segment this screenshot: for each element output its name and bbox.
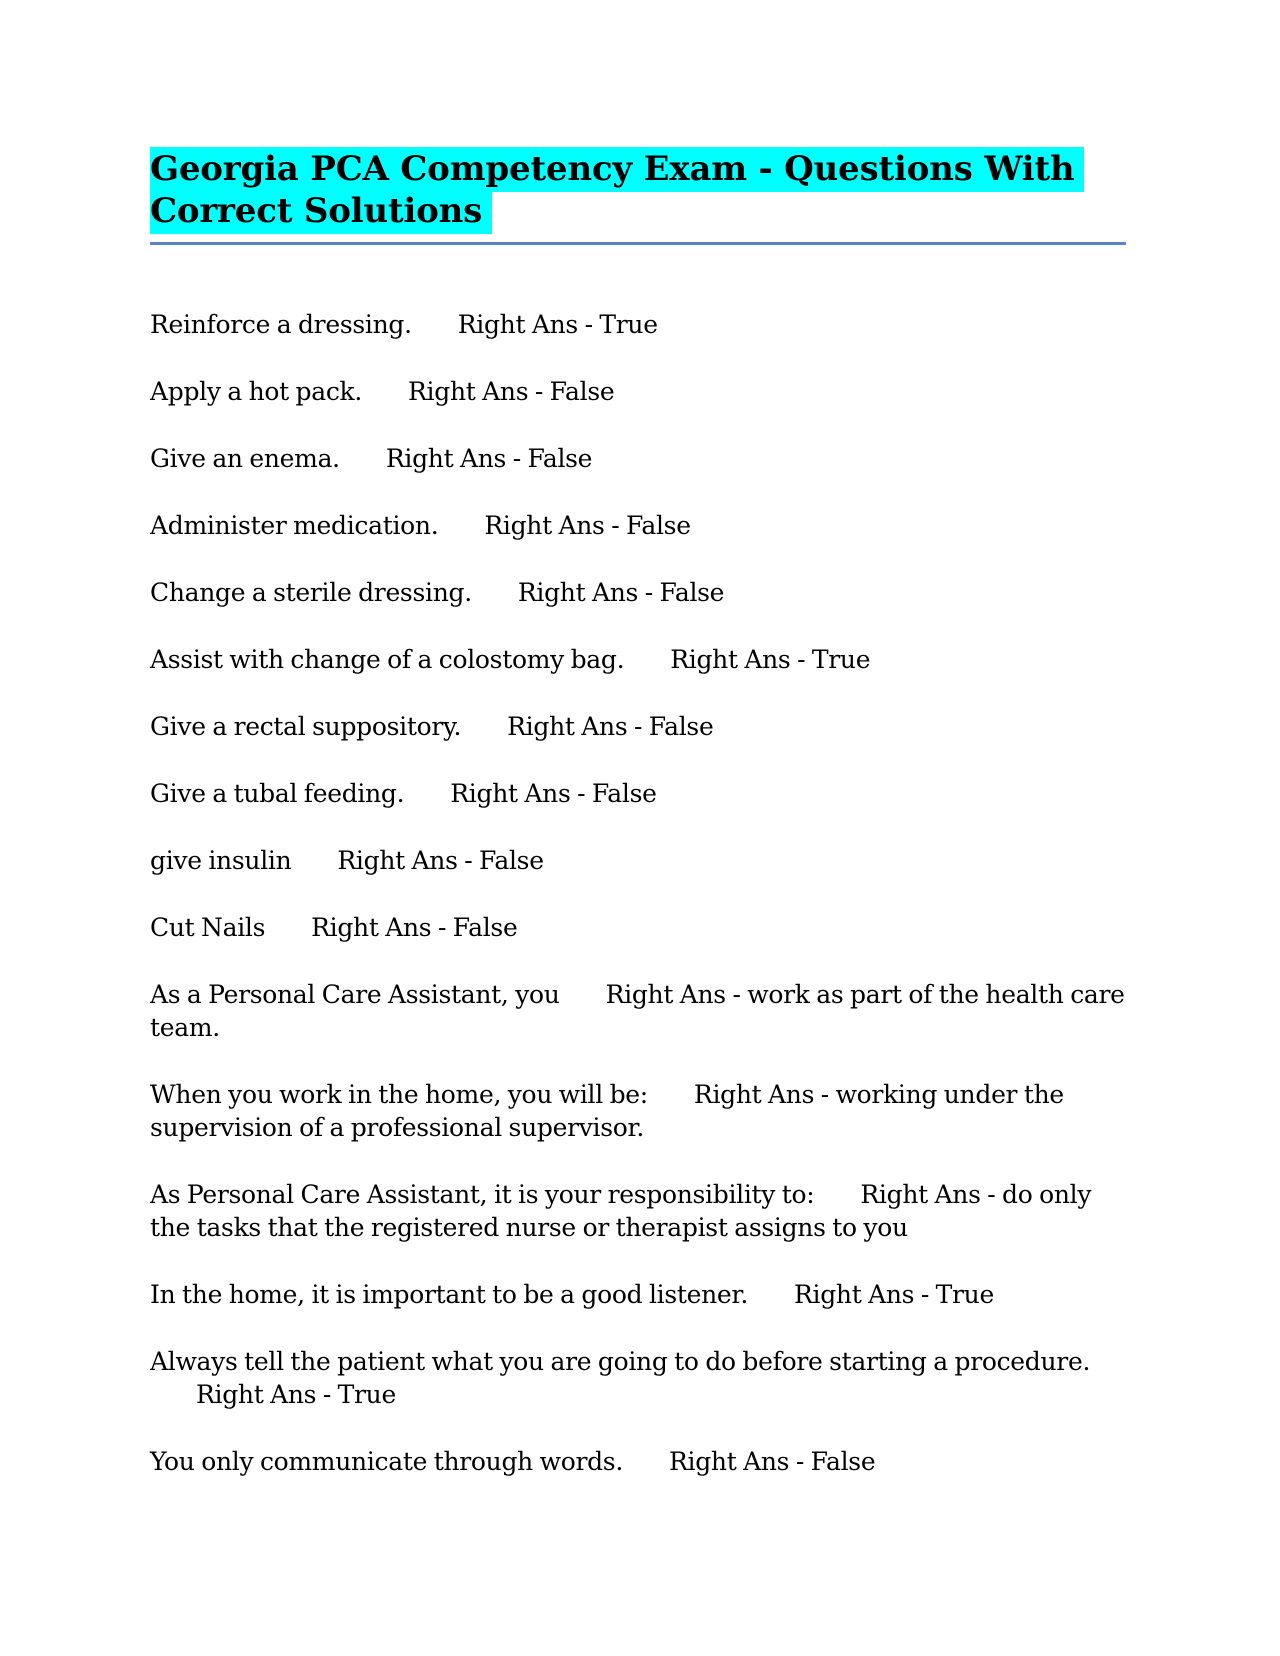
question-text: In the home, it is important to be a good listener. bbox=[150, 1280, 748, 1309]
page-title-text: Georgia PCA Competency Exam - Questions With Correct Solutions bbox=[150, 147, 1084, 234]
qa-item bbox=[150, 442, 1126, 475]
qa-item bbox=[150, 777, 1126, 810]
answer-text: Right Ans - True bbox=[457, 310, 658, 339]
answer-text: Right Ans - False bbox=[385, 444, 593, 473]
question-text: give insulin bbox=[150, 846, 292, 875]
question-text: Always tell the patient what you are going to do before starting a procedure. bbox=[150, 1347, 1091, 1376]
answer-text: Right Ans - True bbox=[196, 1380, 396, 1409]
qa-item bbox=[150, 710, 1126, 743]
qa-item bbox=[150, 576, 1126, 609]
answer-text: Right Ans - False bbox=[517, 578, 725, 607]
answer-text: Right Ans - False bbox=[450, 779, 657, 808]
qa-list bbox=[150, 308, 1126, 1512]
qa-item bbox=[150, 978, 1126, 1044]
question-text: You only communicate through words. bbox=[150, 1447, 623, 1476]
qa-item bbox=[150, 911, 1126, 944]
question-text: Administer medication. bbox=[150, 511, 439, 540]
question-text: Apply a hot pack. bbox=[150, 377, 363, 406]
qa-item bbox=[150, 1345, 1126, 1411]
question-text: As a Personal Care Assistant, you bbox=[150, 980, 560, 1009]
answer-text: Right Ans - False bbox=[484, 511, 691, 540]
qa-item bbox=[150, 308, 1126, 341]
qa-item bbox=[150, 1278, 1126, 1311]
question-text: As Personal Care Assistant, it is your responsibility to: bbox=[150, 1180, 815, 1209]
qa-item bbox=[150, 509, 1126, 542]
question-text: Change a sterile dressing. bbox=[150, 578, 472, 607]
question-text: Cut Nails bbox=[150, 913, 266, 942]
qa-item bbox=[150, 643, 1126, 676]
qa-item bbox=[150, 1178, 1126, 1244]
page-title bbox=[150, 148, 1126, 232]
answer-text: Right Ans - do only the tasks that the registered nurse or therapist assigns to you bbox=[150, 1180, 1092, 1242]
answer-text: Right Ans - True bbox=[793, 1280, 994, 1309]
question-text: Give a tubal feeding. bbox=[150, 779, 405, 808]
question-text: Assist with change of a colostomy bag. bbox=[150, 645, 625, 674]
answer-text: Right Ans - False bbox=[507, 712, 714, 741]
answer-text: Right Ans - False bbox=[408, 377, 615, 406]
question-text: When you work in the home, you will be: bbox=[150, 1080, 648, 1109]
qa-item bbox=[150, 375, 1126, 408]
answer-text: Right Ans - working under the supervision of a professional supervisor. bbox=[150, 1080, 1064, 1142]
answer-text: Right Ans - work as part of the health care team. bbox=[150, 980, 1125, 1042]
answer-text: Right Ans - False bbox=[311, 913, 518, 942]
qa-item bbox=[150, 1445, 1126, 1478]
qa-item bbox=[150, 844, 1126, 877]
title-block bbox=[150, 148, 1126, 245]
answer-text: Right Ans - True bbox=[670, 645, 871, 674]
question-text: Give an enema. bbox=[150, 444, 340, 473]
answer-text: Right Ans - False bbox=[669, 1447, 876, 1476]
answer-text: Right Ans - False bbox=[337, 846, 544, 875]
question-text: Reinforce a dressing. bbox=[150, 310, 412, 339]
question-text: Give a rectal suppository. bbox=[150, 712, 462, 741]
qa-item bbox=[150, 1078, 1126, 1144]
